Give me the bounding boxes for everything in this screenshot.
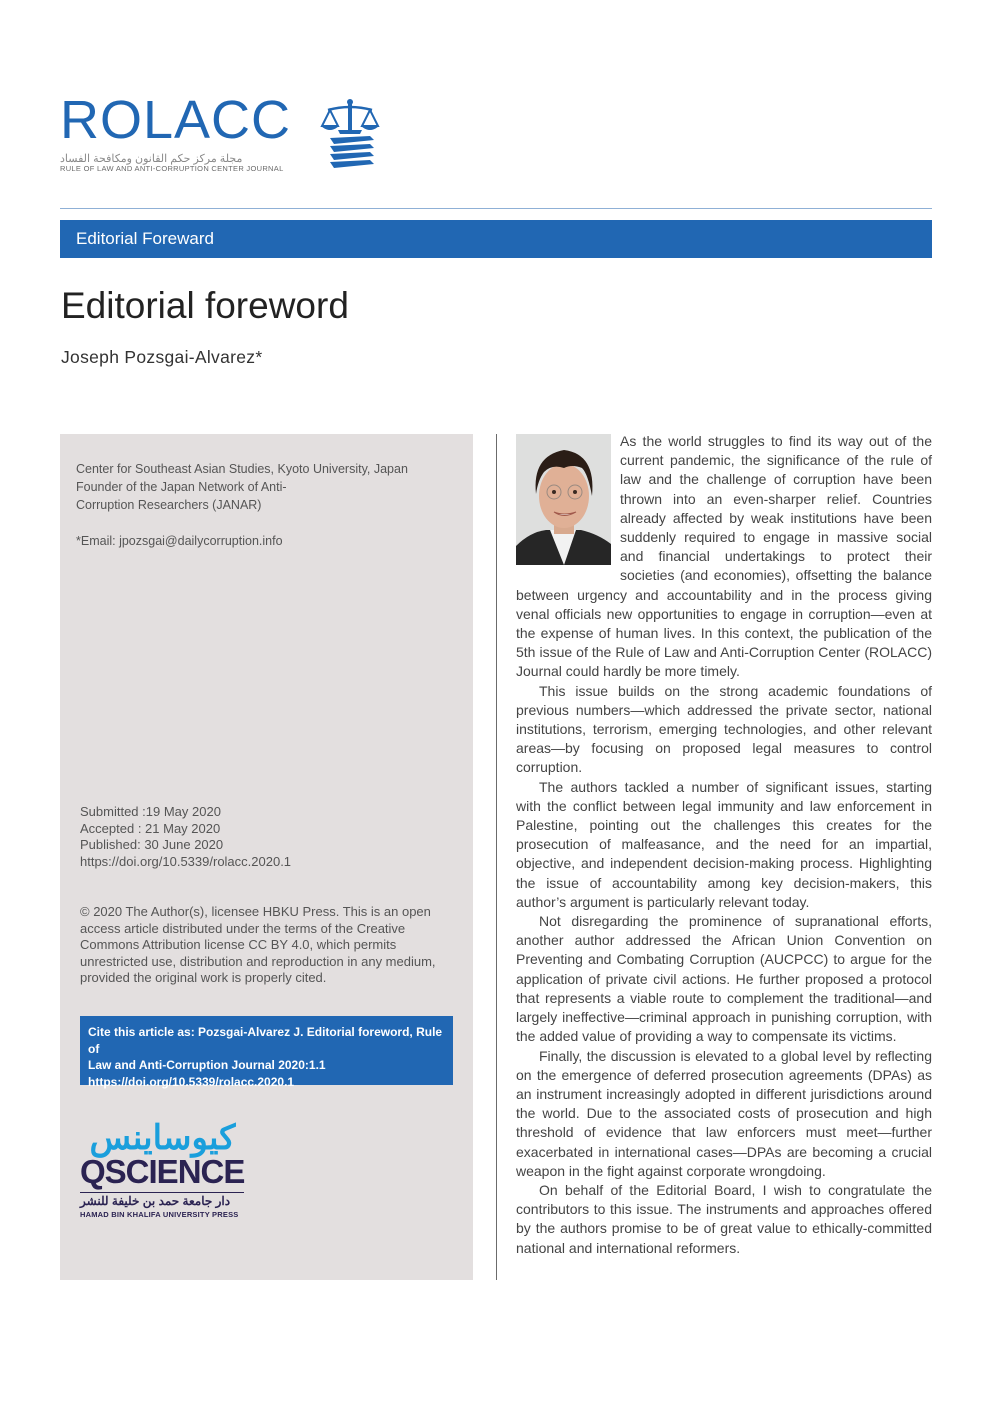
column-divider xyxy=(496,434,497,1280)
license-text: © 2020 The Author(s), licensee HBKU Press. This is an open access article distributed under the terms of the Creative Commons Attribution license CC BY 4.0, which permits unrestricted use, distribution and reproduction in any medium, provided the original work is properly cited. xyxy=(80,904,436,985)
citation-doi-link[interactable]: https://doi.org/10.5339/rolacc.2020.1 xyxy=(88,1074,295,1089)
article-body xyxy=(516,432,932,1258)
logo-subtitle: RULE OF LAW AND ANTI-CORRUPTION CENTER JOURNAL xyxy=(60,164,284,173)
body-paragraph: As the world struggles to find its way out of the current pandemic, the significance of the rule of law and the challenge of corruption have been thrown into an even-sharper relief. Countries already affected by weak institutions have been suddenly required to engage in massive social and financial undertakings to protect their societies (and economies), offsetting the balance between urgency and accountability and in the process giving venal officials new opportunities to engage in corruption—even at the expense of human lives. In this context, the publication of the 5th issue of the Rule of Law and Anti-Corruption Center (ROLACC) Journal could hardly be more timely. xyxy=(516,433,932,680)
logo-arabic-title: مجلة مركز حكم القانون ومكافحة الفساد xyxy=(60,153,243,165)
logo-wordmark: ROLACC xyxy=(60,90,292,150)
author-email[interactable]: *Email: jpozsgai@dailycorruption.info xyxy=(76,534,283,548)
article-dates xyxy=(80,804,291,870)
article-title: Editorial foreword xyxy=(61,285,349,326)
body-paragraph: This issue builds on the strong academic foundations of previous numbers—which addressed the private sector, national institutions, terrorism, emerging technologies, and other relevant areas—by focusing on proposed legal measures to control corruption. xyxy=(516,682,932,776)
publisher-name: QSCIENCE xyxy=(80,1153,245,1190)
citation-line: Law and Anti-Corruption Journal 2020:1.1 xyxy=(88,1058,326,1072)
publisher-press: HAMAD BIN KHALIFA UNIVERSITY PRESS xyxy=(80,1210,239,1219)
section-banner xyxy=(60,220,932,258)
affiliation-line: Corruption Researchers (JANAR) xyxy=(76,498,262,512)
publisher-rule xyxy=(80,1192,244,1193)
published-date: Published: 30 June 2020 xyxy=(80,837,224,852)
citation-box xyxy=(80,1016,453,1089)
body-paragraph: On behalf of the Editorial Board, I wish to congratulate the contributors to this issue. The instruments and approaches offered by the authors promise to be of great value to ethically-committed national and international reformers. xyxy=(516,1181,932,1256)
publisher-logo xyxy=(80,1119,250,1224)
accepted-date: Accepted : 21 May 2020 xyxy=(80,820,221,836)
affiliation-line: Founder of the Japan Network of Anti- xyxy=(76,480,287,494)
body-paragraph: Not disregarding the prominence of supranational efforts, another author addressed the African Union Convention on Preventing and Combating Corruption (AUCPCC) to argue for the application of private civil actions. He further proposed a protocol that represents a viable route to complement the traditional—and largely ineffective—criminal approach in punishing corruption, with the added value of providing a way to compensate its victims. xyxy=(516,913,932,1045)
journal-logo xyxy=(60,90,390,176)
body-paragraph: Finally, the discussion is elevated to a global level by reflecting on the emergence of deferred prosecution agreements (DPAs) as an instrument increasingly adopted in different jurisdictions around the world. Due to the associated costs of prosecution and high threshold of evidence that law enforcers must meet—further exacerbated in international cases—DPAs are becoming a crucial weapon in the fight against corporate wrongdoing. xyxy=(516,1047,932,1179)
citation-text xyxy=(88,1024,450,1090)
publisher-arabic-name: كيوساينس xyxy=(89,1119,236,1157)
publisher-arabic-press: دار جامعة حمد بن خليفة للنشر xyxy=(80,1194,231,1208)
article-info-sidebar xyxy=(60,434,473,1280)
affiliation-line: Center for Southeast Asian Studies, Kyoto University, Japan xyxy=(76,462,408,476)
scales-on-books-icon xyxy=(318,96,382,172)
submitted-date: Submitted :19 May 2020 xyxy=(80,804,221,819)
author-affiliation xyxy=(76,460,456,514)
doi-link[interactable]: https://doi.org/10.5339/rolacc.2020.1 xyxy=(80,853,292,869)
photo-spacer xyxy=(516,432,620,584)
section-label: Editorial Foreward xyxy=(76,229,214,248)
citation-line: Cite this article as: Pozsgai-Alvarez J. Editorial foreword, Rule of xyxy=(88,1025,443,1056)
body-paragraph: The authors tackled a number of significant issues, starting with the conflict between legal immunity and law enforcement in Palestine, pointing out the challenges this creates for the prosecution of malfeasance, and the need for an impartial, objective, and independent decision-making process. Highlighting the issue of accountability among key decision-makers, this author’s argument is particularly relevant today. xyxy=(516,778,932,910)
article-author: Joseph Pozsgai-Alvarez* xyxy=(61,347,263,367)
header-rule xyxy=(60,208,932,209)
